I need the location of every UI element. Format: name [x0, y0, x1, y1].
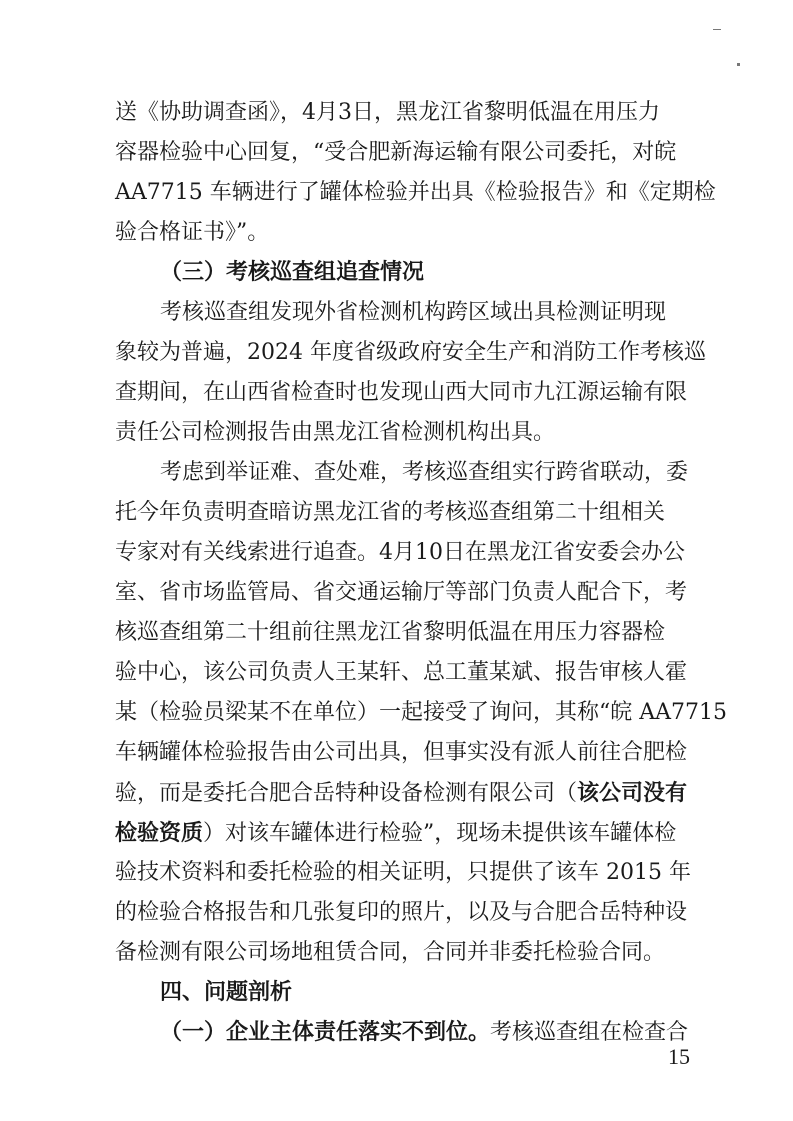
body-line: 查期间，在山西省检查时也发现山西大同市九江源运输有限 — [115, 380, 688, 405]
body-line: 专家对有关线索进行追查。4月10日在黑龙江省安委会办公 — [115, 540, 685, 565]
text-run: 考核巡查组在检查合 — [490, 1020, 689, 1045]
section-heading-4: 四、问题剖析 — [160, 980, 293, 1005]
body-line: 某（检验员梁某不在单位）一起接受了询问，其称“皖 AA7715 — [115, 700, 728, 725]
body-line: 核巡查组第二十组前往黑龙江省黎明低温在用压力容器检 — [115, 620, 666, 645]
body-line: 车辆罐体检验报告由公司出具，但事实没有派人前往合肥检 — [115, 740, 688, 765]
body-line: 容器检验中心回复，“受合肥新海运输有限公司委托，对皖 — [115, 140, 677, 165]
text-run: 验，而是委托合肥合岳特种设备检测有限公司（ — [115, 781, 578, 806]
body-line: 验合格证书》”。 — [115, 220, 270, 245]
body-line: 的检验合格报告和几张复印的照片，以及与合肥合岳特种设 — [115, 900, 688, 925]
body-line — [160, 1016, 689, 1050]
body-line: 备检测有限公司场地租赁合同，合同并非委托检验合同。 — [115, 940, 666, 965]
text-run: ）对该车罐体进行检验”，现场未提供该车罐体检 — [203, 821, 677, 846]
body-line — [115, 816, 675, 850]
body-line: 象较为普遍，2024 年度省级政府安全生产和消防工作考核巡 — [115, 340, 706, 365]
scan-speck — [713, 29, 721, 30]
body-line: 考虑到举证难、查处难，考核巡查组实行跨省联动，委 — [160, 460, 689, 485]
section-heading-3: （三）考核巡查组追查情况 — [160, 260, 425, 285]
page-number: 15 — [668, 1044, 690, 1069]
scan-speck — [737, 63, 740, 66]
subsection-heading-1: （一）企业主体责任落实不到位。 — [160, 1020, 491, 1045]
bold-phrase: 检验资质 — [115, 820, 204, 846]
body-line: 室、省市场监管局、省交通运输厅等部门负责人配合下，考 — [115, 580, 688, 605]
body-line: 考核巡查组发现外省检测机构跨区域出具检测证明现 — [160, 300, 667, 325]
body-line: 托今年负责明查暗访黑龙江省的考核巡查组第二十组相关 — [115, 500, 666, 525]
body-line: 验技术资料和委托检验的相关证明，只提供了该车 2015 年 — [115, 860, 691, 885]
body-line — [115, 776, 688, 810]
body-line: 验中心，该公司负责人王某轩、总工董某斌、报告审核人霍 — [115, 660, 688, 685]
body-line: 责任公司检测报告由黑龙江省检测机构出具。 — [115, 420, 556, 445]
body-line: 送《协助调查函》，4月3日，黑龙江省黎明低温在用压力 — [115, 100, 660, 125]
bold-phrase: 该公司没有 — [577, 780, 688, 806]
body-line: AA7715 车辆进行了罐体检验并出具《检验报告》和《定期检 — [115, 180, 716, 205]
